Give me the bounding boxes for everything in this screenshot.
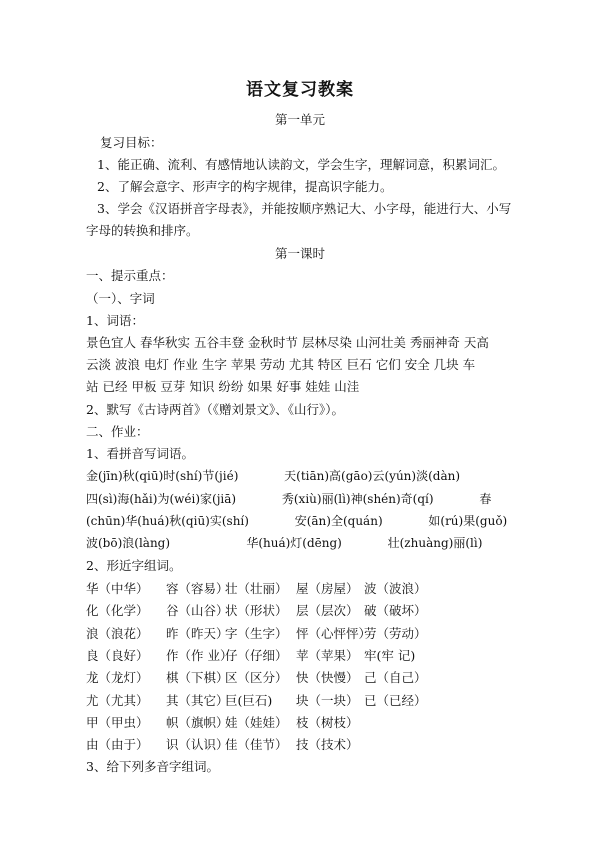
similar-chars-cell: 化（化学）: [86, 603, 149, 619]
similar-chars-cell: 棋（下棋）: [166, 670, 229, 686]
similar-chars-cell: 由（由于）: [86, 737, 149, 753]
goal-3: 3、学会《汉语拼音字母表》，并能按顺序熟记大、小字母，能进行大、小写: [97, 201, 512, 216]
similar-chars-cell: 字（生字）: [225, 625, 288, 641]
similar-chars-cell: 破（破坏）: [364, 603, 427, 619]
similar-chars-cell: 良（良好）: [86, 647, 149, 663]
similar-chars-cell: 屋（房屋）: [296, 581, 359, 596]
subsection-words: （一）、字词: [86, 291, 155, 306]
similar-chars-cell: 层（层次）: [296, 603, 359, 619]
similar-chars-cell: 谷（山谷）: [166, 603, 229, 619]
pinyin-task: 1、看拼音写词语。: [86, 446, 194, 461]
similar-chars-cell: 佳（佳节）: [225, 737, 288, 753]
similar-chars-cell: 区（区分）: [225, 670, 288, 686]
vocab-label: 1、词语：: [86, 313, 144, 328]
similar-chars-cell: 龙（龙灯）: [86, 670, 149, 686]
similar-chars-cell: 怦（心怦怦）: [296, 625, 372, 641]
similar-chars-cell: 识（认识）: [166, 737, 229, 753]
polyphone-task: 3、给下列多音字组词。: [86, 759, 219, 774]
pinyin-line-3: (chūn)华(huá)秋(qiū)实(shí) 安(ān)全(quán) 如(rú)果(guǒ): [86, 514, 508, 528]
section-1-heading: 一、提示重点：: [86, 268, 174, 283]
pinyin-line-1: 金(jīn)秋(qiū)时(shí)节(jié) 天(tiān)高(gāo)云(yún)淡(dàn): [86, 469, 461, 483]
goal-2: 2、了解会意字、形声字的构字规律，提高识字能力。: [97, 179, 393, 194]
similar-chars-cell: 劳（劳动）: [364, 625, 427, 641]
similar-chars-cell: 状（形状）: [225, 603, 288, 619]
dictation-task: 2、默写《古诗两首》（《赠刘景文》、《山行》）。: [86, 402, 344, 417]
lesson-heading: 第一课时: [274, 246, 325, 261]
pinyin-line-2: 四(sì)海(hǎi)为(wéi)家(jiā) 秀(xiù)丽(lì)神(shén)奇(qí) 春: [86, 492, 492, 506]
similar-chars-cell: 壮（壮丽）: [225, 581, 288, 596]
similar-chars-cell: 已（已经）: [364, 692, 427, 708]
section-2-heading: 二、作业：: [86, 424, 149, 439]
similar-chars-cell: 华（中华）: [86, 581, 149, 596]
similar-chars-cell: 牢(牢 记): [364, 647, 416, 663]
similar-chars-cell: 苹（苹果）: [296, 647, 359, 663]
similar-chars-cell: 尤（尤其）: [86, 692, 149, 708]
similar-chars-cell: 其（其它）: [166, 692, 229, 708]
goals-heading: 复习目标：: [100, 135, 163, 150]
similar-chars-cell: 帜（旗帜）: [166, 714, 229, 730]
similar-chars-cell: 甲（甲虫）: [86, 714, 149, 730]
similar-chars-cell: 作（作 业）: [166, 647, 233, 663]
similar-chars-cell: 仔（仔细）: [225, 647, 288, 663]
similar-chars-cell: 技（技术）: [296, 737, 359, 753]
similar-chars-cell: 块（一块）: [296, 692, 359, 708]
similar-chars-task: 2、形近字组词。: [86, 558, 182, 573]
goal-3-continued: 字母的转换和排序。: [86, 223, 199, 238]
vocab-line-3: 站 已经 甲板 豆芽 知识 纷纷 如果 好事 娃娃 山洼: [86, 379, 360, 394]
similar-chars-cell: 昨（昨天）: [166, 625, 229, 641]
vocab-line-2: 云淡 波浪 电灯 作业 生字 苹果 劳动 尤其 特区 巨石 它们 安全 几块 车: [86, 357, 476, 372]
similar-chars-cell: 波（波浪）: [364, 581, 427, 596]
doc-title: 语文复习教案: [246, 80, 354, 100]
unit-heading: 第一单元: [274, 112, 325, 127]
similar-chars-cell: 快（快慢）: [296, 670, 359, 686]
similar-chars-cell: 己（自己）: [364, 670, 427, 686]
similar-chars-cell: 巨(巨石): [225, 692, 273, 708]
goal-1: 1、能正确、流利、有感情地认读韵文，学会生字，理解词意，积累词汇。: [97, 157, 505, 172]
similar-chars-cell: 娃（娃娃）: [225, 714, 288, 730]
vocab-line-1: 景色宜人 春华秋实 五谷丰登 金秋时节 层林尽染 山河壮美 秀丽神奇 天高: [86, 335, 489, 350]
similar-chars-cell: 容（容易）: [166, 581, 229, 596]
pinyin-line-4: 波(bō)浪(làng) 华(huá)灯(dēng) 壮(zhuàng)丽(lì): [86, 536, 483, 550]
similar-chars-cell: 枝（树枝）: [296, 714, 359, 730]
similar-chars-cell: 浪（浪花）: [86, 625, 149, 641]
